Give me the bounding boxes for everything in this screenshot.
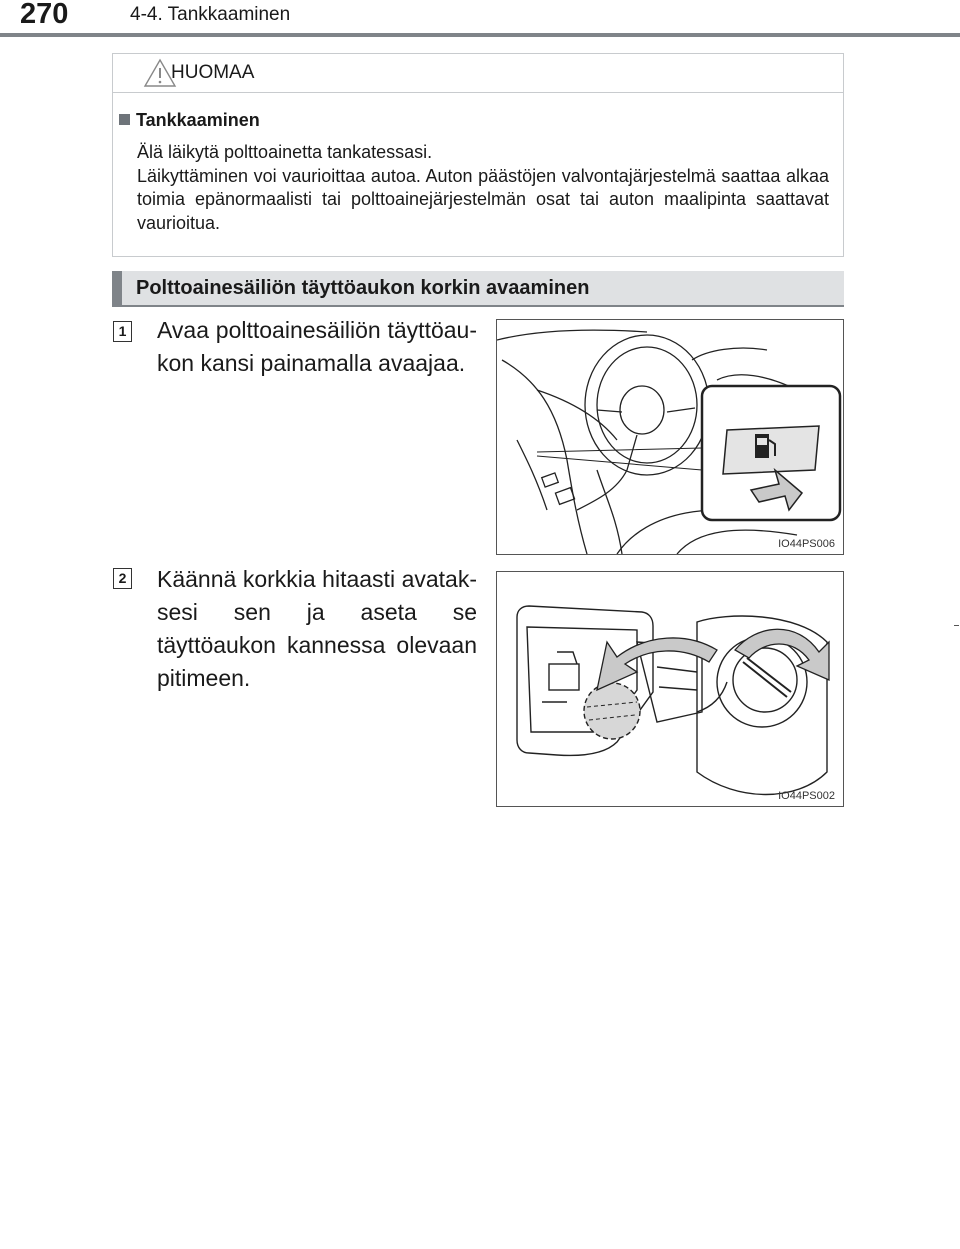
dashboard-illustration — [497, 320, 843, 554]
notice-line: Älä läikytä polttoainetta tankatessasi. — [137, 142, 433, 162]
notice-subheading-text: Tankkaaminen — [136, 110, 260, 130]
notice-title: HUOMAA — [171, 62, 255, 83]
page-number: 270 — [20, 0, 69, 30]
figure-fuel-cap-holder — [496, 571, 844, 807]
notice-subheading — [119, 110, 260, 131]
margin-tick — [954, 625, 959, 626]
figure-code: IO44PS006 — [778, 538, 835, 550]
fuel-cap-illustration — [497, 572, 843, 806]
figure-fuel-door-opener — [496, 319, 844, 555]
step-number-2: 2 — [113, 568, 132, 589]
step-1-text: Avaa polttoainesäiliön täyttöau-kon kansi painamalla avaajaa. — [157, 317, 477, 376]
step-number-1: 1 — [113, 321, 132, 342]
notice-body — [137, 141, 829, 235]
header-rule — [0, 33, 960, 37]
step-2-text: Käännä korkkia hitaasti avatak-sesi sen ja aseta se täyttöaukon kannessa olevaan pitimeen. — [157, 566, 477, 691]
chapter-section-label: 4-4. Tankkaaminen — [130, 4, 291, 25]
section-heading-bar — [112, 271, 844, 307]
notice-line: Läikyttäminen voi vaurioittaa autoa. Auton päästöjen valvontajärjestelmä saattaa alkaa toimia epänormaalisti tai polttoainejärjestelmän osat tai auton maalipinta saattavat vaurioitua. — [137, 165, 829, 233]
section-heading: Polttoainesäiliön täyttöaukon korkin avaaminen — [136, 277, 590, 299]
figure-code: IO44PS002 — [778, 790, 835, 802]
fuel-pump-icon — [723, 426, 819, 474]
square-bullet-icon — [119, 114, 130, 125]
notice-box — [112, 53, 844, 257]
notice-header — [113, 54, 843, 93]
